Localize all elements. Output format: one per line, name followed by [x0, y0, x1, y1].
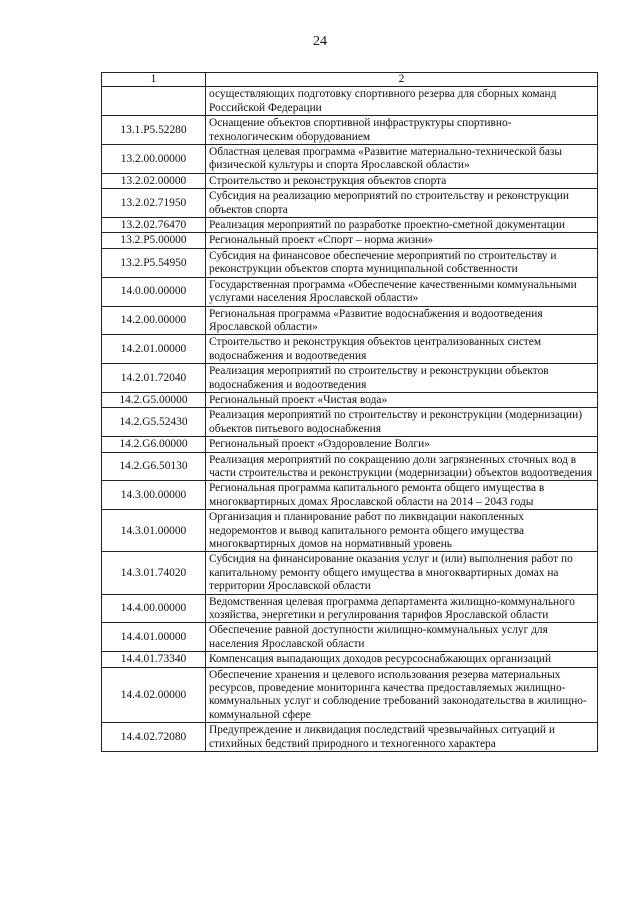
table-row [102, 594, 598, 623]
table-row [102, 218, 598, 233]
row-name: Оснащение объектов спортивной инфраструктуры спортивно-технологическим оборудованием [206, 116, 598, 145]
column-header-name: 2 [206, 73, 598, 87]
row-code: 14.0.00.00000 [102, 277, 206, 306]
table-row [102, 667, 598, 723]
row-name: Обеспечение равной доступности жилищно-коммунальных услуг для населения Ярославской области [206, 623, 598, 652]
table-row [102, 116, 598, 145]
table-row [102, 233, 598, 248]
row-code: 14.2.01.00000 [102, 335, 206, 364]
row-name: Региональный проект «Спорт – норма жизни» [206, 233, 598, 248]
table-row [102, 510, 598, 552]
table-row [102, 277, 598, 306]
column-header-code: 1 [102, 73, 206, 87]
row-code: 13.2.02.71950 [102, 189, 206, 218]
row-code: 13.1.P5.52280 [102, 116, 206, 145]
row-name: Субсидия на финансовое обеспечение мероприятий по строительству и реконструкции объектов спорта муниципальной собственности [206, 248, 598, 277]
row-code: 14.3.01.00000 [102, 510, 206, 552]
row-code: 14.3.01.74020 [102, 552, 206, 594]
row-code: 14.2.G5.52430 [102, 408, 206, 437]
row-name: Региональная программа капитального ремонта общего имущества в многоквартирных домах Ярославской области на 2014 – 2043 годы [206, 481, 598, 510]
row-name: Реализация мероприятий по сокращению доли загрязненных сточных вод в части строительства и реконструкции (модернизации) объектов водоотведения [206, 452, 598, 481]
table-row [102, 306, 598, 335]
table-row [102, 392, 598, 407]
row-name: осуществляющих подготовку спортивного резерва для сборных команд Российской Федерации [206, 87, 598, 116]
table-row [102, 623, 598, 652]
row-name: Реализация мероприятий по строительству и реконструкции объектов водоснабжения и водоотведения [206, 364, 598, 393]
row-code: 14.2.G5.00000 [102, 392, 206, 407]
row-name: Региональный проект «Чистая вода» [206, 392, 598, 407]
row-code: 14.3.00.00000 [102, 481, 206, 510]
row-code: 13.2.P5.54950 [102, 248, 206, 277]
table-row [102, 145, 598, 174]
row-code: 14.4.02.72080 [102, 723, 206, 752]
row-code: 14.2.00.00000 [102, 306, 206, 335]
row-code: 14.2.G6.00000 [102, 437, 206, 452]
table-row [102, 248, 598, 277]
row-name: Строительство и реконструкция объектов спорта [206, 173, 598, 188]
row-name: Субсидия на реализацию мероприятий по строительству и реконструкции объектов спорта [206, 189, 598, 218]
budget-classification-table [101, 72, 598, 752]
row-name: Строительство и реконструкция объектов централизованных систем водоснабжения и водоотведения [206, 335, 598, 364]
table-row [102, 408, 598, 437]
row-code: 14.4.00.00000 [102, 594, 206, 623]
row-name: Ведомственная целевая программа департамента жилищно-коммунального хозяйства, энергетики и регулирования тарифов Ярославской области [206, 594, 598, 623]
row-code: 13.2.P5.00000 [102, 233, 206, 248]
row-name: Реализация мероприятий по разработке проектно-сметной документации [206, 218, 598, 233]
row-code: 13.2.00.00000 [102, 145, 206, 174]
row-name: Региональный проект «Оздоровление Волги» [206, 437, 598, 452]
row-code [102, 87, 206, 116]
row-name: Компенсация выпадающих доходов ресурсоснабжающих организаций [206, 652, 598, 667]
row-name: Субсидия на финансирование оказания услуг и (или) выполнения работ по капитальному ремонту общего имущества в многоквартирных домах на территории Ярославской области [206, 552, 598, 594]
table-row [102, 552, 598, 594]
row-name: Региональная программа «Развитие водоснабжения и водоотведения Ярославской области» [206, 306, 598, 335]
table-row [102, 189, 598, 218]
row-code: 14.4.01.73340 [102, 652, 206, 667]
table-row [102, 335, 598, 364]
table-row [102, 652, 598, 667]
table-header-row [102, 73, 598, 87]
table-row [102, 481, 598, 510]
table-row [102, 723, 598, 752]
row-name: Реализация мероприятий по строительству и реконструкции (модернизации) объектов питьевого водоснабжения [206, 408, 598, 437]
row-code: 14.4.02.00000 [102, 667, 206, 723]
row-code: 14.4.01.00000 [102, 623, 206, 652]
row-name: Предупреждение и ликвидация последствий чрезвычайных ситуаций и стихийных бедствий природного и техногенного характера [206, 723, 598, 752]
row-name: Организация и планирование работ по ликвидации накопленных недоремонтов и вывод капитального ремонта общего имущества многоквартирных домов на нормативный уровень [206, 510, 598, 552]
row-name: Государственная программа «Обеспечение качественными коммунальными услугами населения Ярославской области» [206, 277, 598, 306]
table-row [102, 452, 598, 481]
row-code: 13.2.02.00000 [102, 173, 206, 188]
table-row [102, 173, 598, 188]
row-name: Областная целевая программа «Развитие материально-технической базы физической культуры и спорта Ярославской области» [206, 145, 598, 174]
row-name: Обеспечение хранения и целевого использования резерва материальных ресурсов, проведение мониторинга качества предоставляемых жилищно-коммунальных услуг и соблюдение требований законодательства в жилищно-коммунальной сфере [206, 667, 598, 723]
table-row [102, 364, 598, 393]
table-body [102, 87, 598, 752]
table-row [102, 437, 598, 452]
row-code: 13.2.02.76470 [102, 218, 206, 233]
row-code: 14.2.G6.50130 [102, 452, 206, 481]
page-number: 24 [313, 34, 327, 49]
row-code: 14.2.01.72040 [102, 364, 206, 393]
table-row [102, 87, 598, 116]
